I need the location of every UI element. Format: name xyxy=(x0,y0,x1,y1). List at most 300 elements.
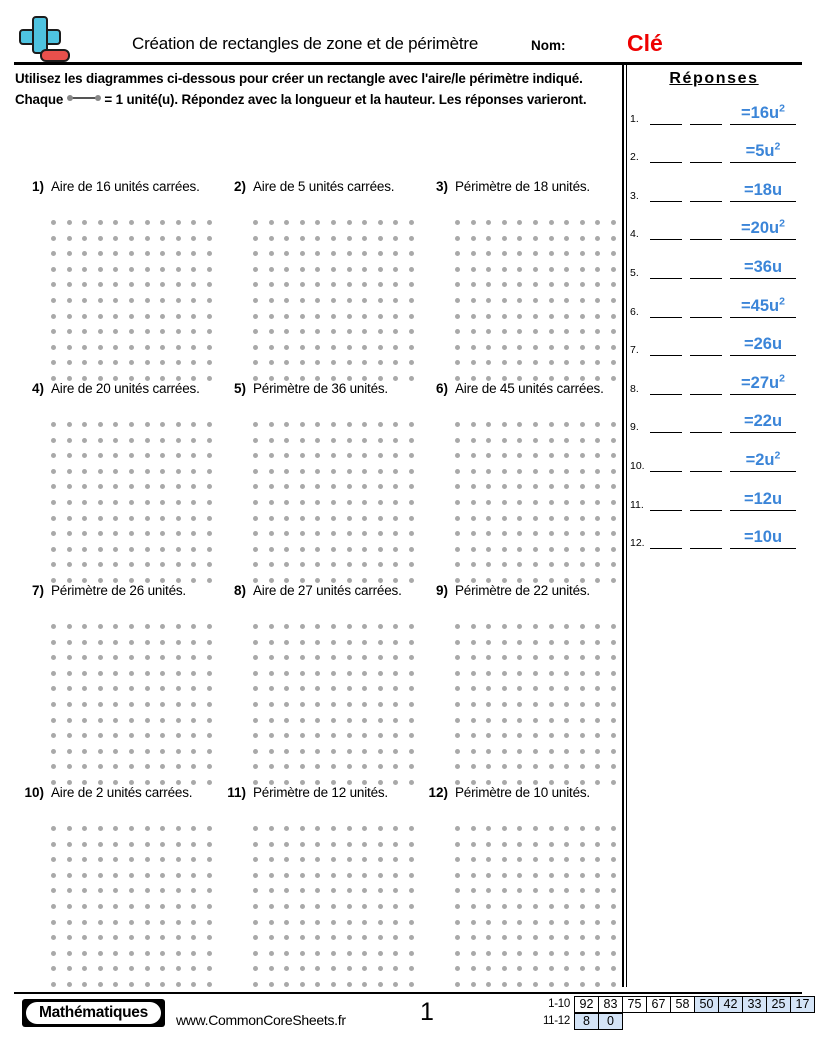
grid-dot xyxy=(471,718,476,723)
grid-dot xyxy=(549,671,554,676)
grid-dot xyxy=(393,686,398,691)
answer-blank-height[interactable] xyxy=(690,470,722,472)
grid-dot xyxy=(393,329,398,334)
grid-dot xyxy=(113,438,118,443)
grid-dot xyxy=(300,671,305,676)
answer-value: $=5u^2$ xyxy=(745,140,781,161)
grid-dot xyxy=(580,873,585,878)
grid-dot xyxy=(207,236,212,241)
grid-dot xyxy=(347,904,352,909)
grid-dot xyxy=(362,531,367,536)
grid-dot xyxy=(378,500,383,505)
answer-value: =12u xyxy=(743,489,783,508)
answer-value-line xyxy=(730,181,796,202)
grid-dot xyxy=(549,298,554,303)
grid-dot xyxy=(409,298,414,303)
dot-grid[interactable] xyxy=(51,220,221,382)
grid-dot xyxy=(502,888,507,893)
grid-dot xyxy=(362,453,367,458)
answer-blank-length[interactable] xyxy=(650,277,682,279)
grid-dot xyxy=(393,671,398,676)
grid-dot xyxy=(160,873,165,878)
grid-dot xyxy=(315,686,320,691)
grid-dot xyxy=(113,282,118,287)
answer-blank-height[interactable] xyxy=(690,393,722,395)
grid-dot xyxy=(284,282,289,287)
grid-dot xyxy=(300,282,305,287)
grid-dot xyxy=(315,298,320,303)
grid-dot xyxy=(145,345,150,350)
grid-dot xyxy=(393,935,398,940)
grid-dot xyxy=(284,935,289,940)
grid-dot xyxy=(331,640,336,645)
grid-dot xyxy=(595,966,600,971)
dot-grid[interactable] xyxy=(253,826,423,988)
answer-value: =36u xyxy=(743,257,783,276)
grid-dot xyxy=(300,562,305,567)
answer-blank-height[interactable] xyxy=(690,123,722,125)
answer-value-exponent: 2 xyxy=(779,102,785,115)
grid-dot xyxy=(331,904,336,909)
dot-grid[interactable] xyxy=(253,422,423,584)
question-number: 12) xyxy=(428,785,448,800)
grid-dot xyxy=(564,857,569,862)
grid-dot xyxy=(300,298,305,303)
grid-dot xyxy=(129,360,134,365)
score-cell: 92 xyxy=(574,996,599,1013)
grid-dot xyxy=(129,982,134,987)
grid-dot xyxy=(564,438,569,443)
answer-row-number: 9. xyxy=(630,421,639,434)
grid-dot xyxy=(595,251,600,256)
grid-dot xyxy=(300,360,305,365)
grid-dot xyxy=(486,267,491,272)
grid-dot xyxy=(160,422,165,427)
grid-dot xyxy=(113,702,118,707)
grid-dot xyxy=(82,873,87,878)
grid-dot xyxy=(502,655,507,660)
grid-dot xyxy=(331,251,336,256)
grid-dot xyxy=(580,982,585,987)
grid-dot xyxy=(191,920,196,925)
grid-dot xyxy=(611,671,616,676)
grid-dot xyxy=(207,469,212,474)
grid-dot xyxy=(51,329,56,334)
grid-dot xyxy=(253,873,258,878)
grid-dot xyxy=(595,360,600,365)
grid-dot xyxy=(517,500,522,505)
grid-dot xyxy=(300,733,305,738)
grid-dot xyxy=(67,842,72,847)
grid-dot xyxy=(145,888,150,893)
score-cell: 75 xyxy=(622,996,647,1013)
grid-dot xyxy=(113,329,118,334)
grid-dot xyxy=(51,453,56,458)
grid-dot xyxy=(611,857,616,862)
grid-dot xyxy=(533,966,538,971)
grid-dot xyxy=(191,531,196,536)
grid-dot xyxy=(207,500,212,505)
grid-dot xyxy=(564,982,569,987)
grid-dot xyxy=(378,640,383,645)
grid-dot xyxy=(471,422,476,427)
answer-row xyxy=(630,204,802,243)
grid-dot xyxy=(611,360,616,365)
grid-dot xyxy=(176,718,181,723)
grid-dot xyxy=(564,888,569,893)
grid-dot xyxy=(207,314,212,319)
grid-dot xyxy=(331,298,336,303)
grid-dot xyxy=(176,282,181,287)
grid-dot xyxy=(253,531,258,536)
grid-dot xyxy=(533,733,538,738)
grid-dot xyxy=(409,500,414,505)
grid-dot xyxy=(207,842,212,847)
grid-dot xyxy=(315,826,320,831)
grid-dot xyxy=(611,982,616,987)
grid-dot xyxy=(51,469,56,474)
question-cell xyxy=(216,784,418,986)
grid-dot xyxy=(315,873,320,878)
grid-dot xyxy=(331,733,336,738)
grid-dot xyxy=(145,826,150,831)
answer-blank-length[interactable] xyxy=(650,393,682,395)
grid-dot xyxy=(315,282,320,287)
answer-blank-height[interactable] xyxy=(690,354,722,356)
grid-dot xyxy=(517,469,522,474)
grid-dot xyxy=(284,764,289,769)
grid-dot xyxy=(160,686,165,691)
dot-grid[interactable] xyxy=(51,422,221,584)
grid-dot xyxy=(269,686,274,691)
grid-dot xyxy=(145,469,150,474)
grid-dot xyxy=(191,718,196,723)
grid-dot xyxy=(129,314,134,319)
grid-dot xyxy=(378,966,383,971)
grid-dot xyxy=(502,298,507,303)
grid-dot xyxy=(533,826,538,831)
grid-dot xyxy=(502,686,507,691)
grid-dot xyxy=(331,531,336,536)
grid-dot xyxy=(160,345,165,350)
answer-blank-height[interactable] xyxy=(690,161,722,163)
dot-grid[interactable] xyxy=(455,624,625,786)
grid-dot xyxy=(580,888,585,893)
grid-dot xyxy=(409,438,414,443)
grid-dot xyxy=(98,531,103,536)
grid-dot xyxy=(471,873,476,878)
grid-dot xyxy=(471,671,476,676)
grid-dot xyxy=(176,951,181,956)
grid-dot xyxy=(486,500,491,505)
grid-dot xyxy=(564,686,569,691)
grid-dot xyxy=(300,422,305,427)
grid-dot xyxy=(300,888,305,893)
grid-dot xyxy=(191,733,196,738)
grid-dot xyxy=(160,935,165,940)
answer-blank-height[interactable] xyxy=(690,316,722,318)
grid-dot xyxy=(331,888,336,893)
grid-dot xyxy=(207,749,212,754)
grid-dot xyxy=(284,220,289,225)
grid-dot xyxy=(145,718,150,723)
grid-dot xyxy=(51,873,56,878)
answer-value: =26u xyxy=(743,335,783,354)
grid-dot xyxy=(67,826,72,831)
grid-dot xyxy=(347,329,352,334)
answer-blank-length[interactable] xyxy=(650,316,682,318)
grid-dot xyxy=(331,764,336,769)
grid-dot xyxy=(98,935,103,940)
grid-dot xyxy=(331,935,336,940)
grid-dot xyxy=(455,966,460,971)
grid-dot xyxy=(67,671,72,676)
grid-dot xyxy=(129,624,134,629)
answer-blank-height[interactable] xyxy=(690,509,722,511)
grid-dot xyxy=(315,702,320,707)
grid-dot xyxy=(315,671,320,676)
grid-dot xyxy=(113,267,118,272)
grid-dot xyxy=(129,469,134,474)
answer-blank-height[interactable] xyxy=(690,277,722,279)
grid-dot xyxy=(315,982,320,987)
grid-dot xyxy=(300,267,305,272)
grid-dot xyxy=(207,360,212,365)
grid-dot xyxy=(502,624,507,629)
dot-grid[interactable] xyxy=(51,826,221,988)
answer-blank-height[interactable] xyxy=(690,547,722,549)
grid-dot xyxy=(207,251,212,256)
grid-dot xyxy=(269,749,274,754)
grid-dot xyxy=(549,749,554,754)
grid-dot xyxy=(269,982,274,987)
score-row-2-label: 11-12 xyxy=(542,1015,570,1027)
grid-dot xyxy=(409,920,414,925)
grid-dot xyxy=(580,438,585,443)
grid-dot xyxy=(315,484,320,489)
grid-dot xyxy=(502,842,507,847)
answer-blank-height[interactable] xyxy=(690,200,722,202)
grid-dot xyxy=(82,267,87,272)
grid-dot xyxy=(176,453,181,458)
grid-dot xyxy=(549,282,554,287)
question-text: Aire de 45 unités carrées. xyxy=(455,381,604,396)
answer-blank-height[interactable] xyxy=(690,238,722,240)
grid-dot xyxy=(409,702,414,707)
answer-blank-length[interactable] xyxy=(650,431,682,433)
grid-dot xyxy=(549,531,554,536)
grid-dot xyxy=(611,314,616,319)
grid-dot xyxy=(113,500,118,505)
answer-blank-length[interactable] xyxy=(650,470,682,472)
grid-dot xyxy=(176,920,181,925)
grid-dot xyxy=(176,345,181,350)
grid-dot xyxy=(580,484,585,489)
dot-grid[interactable] xyxy=(455,220,625,382)
grid-dot xyxy=(409,904,414,909)
grid-dot xyxy=(362,764,367,769)
grid-dot xyxy=(393,314,398,319)
grid-dot xyxy=(67,360,72,365)
grid-dot xyxy=(580,966,585,971)
grid-dot xyxy=(486,547,491,552)
grid-dot xyxy=(347,267,352,272)
question-text: Périmètre de 26 unités. xyxy=(51,583,186,598)
grid-dot xyxy=(378,826,383,831)
grid-dot xyxy=(253,718,258,723)
grid-dot xyxy=(378,267,383,272)
grid-dot xyxy=(378,220,383,225)
grid-dot xyxy=(176,982,181,987)
grid-dot xyxy=(67,749,72,754)
grid-dot xyxy=(176,469,181,474)
grid-dot xyxy=(347,640,352,645)
grid-dot xyxy=(191,438,196,443)
grid-dot xyxy=(393,251,398,256)
score-cell: 50 xyxy=(694,996,719,1013)
answer-blank-length[interactable] xyxy=(650,238,682,240)
answer-value-exponent: 2 xyxy=(779,217,785,230)
grid-dot xyxy=(160,764,165,769)
grid-dot xyxy=(113,345,118,350)
grid-dot xyxy=(284,469,289,474)
grid-dot xyxy=(549,624,554,629)
answer-blank-length[interactable] xyxy=(650,161,682,163)
grid-dot xyxy=(98,547,103,552)
grid-dot xyxy=(253,360,258,365)
grid-dot xyxy=(502,826,507,831)
answer-blank-length[interactable] xyxy=(650,547,682,549)
grid-dot xyxy=(564,702,569,707)
grid-dot xyxy=(378,547,383,552)
grid-dot xyxy=(393,982,398,987)
answer-blank-height[interactable] xyxy=(690,431,722,433)
grid-dot xyxy=(455,655,460,660)
grid-dot xyxy=(113,640,118,645)
grid-dot xyxy=(253,484,258,489)
grid-dot xyxy=(471,500,476,505)
grid-dot xyxy=(564,671,569,676)
grid-dot xyxy=(549,733,554,738)
grid-dot xyxy=(253,267,258,272)
grid-dot xyxy=(51,826,56,831)
grid-dot xyxy=(207,733,212,738)
question-header xyxy=(418,380,620,397)
grid-dot xyxy=(580,531,585,536)
grid-dot xyxy=(455,453,460,458)
score-row-1 xyxy=(528,996,815,1013)
grid-dot xyxy=(580,453,585,458)
answer-blank-length[interactable] xyxy=(650,200,682,202)
website-link[interactable]: www.CommonCoreSheets.fr xyxy=(176,1012,346,1028)
grid-dot xyxy=(347,484,352,489)
grid-dot xyxy=(517,236,522,241)
grid-dot xyxy=(269,531,274,536)
grid-dot xyxy=(300,236,305,241)
grid-dot xyxy=(471,842,476,847)
grid-dot xyxy=(145,842,150,847)
grid-dot xyxy=(611,345,616,350)
grid-dot xyxy=(113,733,118,738)
grid-dot xyxy=(564,935,569,940)
grid-dot xyxy=(347,453,352,458)
answer-blank-length[interactable] xyxy=(650,354,682,356)
score-cell: 25 xyxy=(766,996,791,1013)
grid-dot xyxy=(409,764,414,769)
grid-dot xyxy=(253,329,258,334)
grid-dot xyxy=(455,220,460,225)
grid-dot xyxy=(564,345,569,350)
grid-dot xyxy=(502,951,507,956)
grid-dot xyxy=(331,702,336,707)
dot-grid[interactable] xyxy=(51,624,221,786)
grid-dot xyxy=(207,655,212,660)
answer-blank-length[interactable] xyxy=(650,123,682,125)
grid-dot xyxy=(486,251,491,256)
grid-dot xyxy=(378,314,383,319)
grid-dot xyxy=(284,516,289,521)
grid-dot xyxy=(533,857,538,862)
grid-dot xyxy=(129,267,134,272)
grid-dot xyxy=(207,267,212,272)
grid-dot xyxy=(486,873,491,878)
grid-dot xyxy=(595,345,600,350)
grid-dot xyxy=(51,686,56,691)
grid-dot xyxy=(129,966,134,971)
grid-dot xyxy=(502,484,507,489)
grid-dot xyxy=(300,718,305,723)
grid-dot xyxy=(517,267,522,272)
answer-blank-length[interactable] xyxy=(650,509,682,511)
grid-dot xyxy=(378,655,383,660)
grid-dot xyxy=(82,702,87,707)
grid-dot xyxy=(82,469,87,474)
dot-grid[interactable] xyxy=(455,826,625,988)
grid-dot xyxy=(82,686,87,691)
grid-dot xyxy=(284,251,289,256)
grid-dot xyxy=(284,453,289,458)
grid-dot xyxy=(533,935,538,940)
grid-dot xyxy=(113,314,118,319)
grid-dot xyxy=(595,764,600,769)
grid-dot xyxy=(67,733,72,738)
dot-grid[interactable] xyxy=(253,220,423,382)
dot-grid[interactable] xyxy=(455,422,625,584)
grid-dot xyxy=(269,842,274,847)
grid-dot xyxy=(207,453,212,458)
grid-dot xyxy=(409,220,414,225)
dot-grid[interactable] xyxy=(253,624,423,786)
grid-dot xyxy=(595,282,600,287)
grid-dot xyxy=(455,236,460,241)
grid-dot xyxy=(362,422,367,427)
grid-dot xyxy=(67,764,72,769)
grid-dot xyxy=(549,920,554,925)
grid-dot xyxy=(284,547,289,552)
grid-dot xyxy=(549,438,554,443)
grid-dot xyxy=(517,251,522,256)
grid-dot xyxy=(409,655,414,660)
grid-dot xyxy=(517,531,522,536)
grid-dot xyxy=(455,749,460,754)
grid-dot xyxy=(284,842,289,847)
grid-dot xyxy=(347,655,352,660)
grid-dot xyxy=(580,547,585,552)
grid-dot xyxy=(393,857,398,862)
grid-dot xyxy=(67,624,72,629)
grid-dot xyxy=(549,655,554,660)
grid-dot xyxy=(517,857,522,862)
